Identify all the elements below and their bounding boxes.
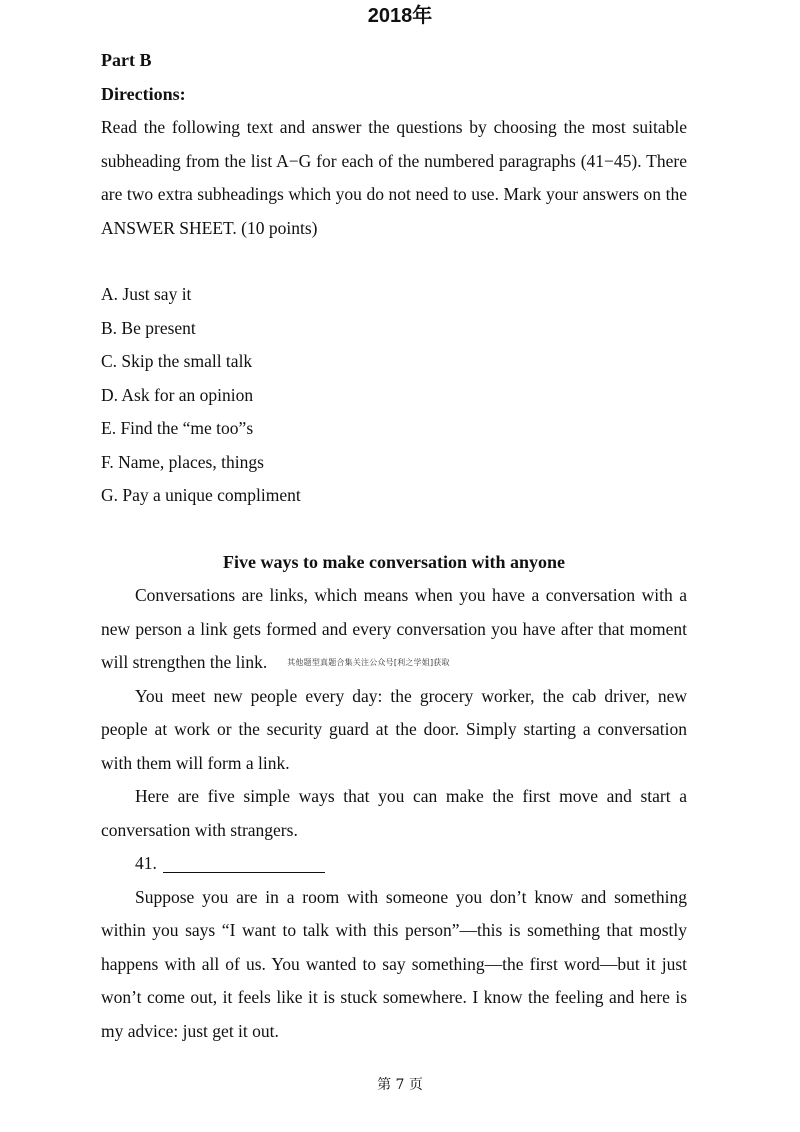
option-b: B. Be present [101,317,196,338]
option-c: C. Skip the small talk [101,351,253,371]
watermark-note: 其他题型真题合集关注公众号[利之学姐]获取 [287,658,450,667]
paragraph-3: Here are five simple ways that you can make the first move and start a conversation with strangers. [101,786,687,840]
directions-heading: Directions: [101,83,186,104]
spacer [101,513,687,546]
page-number: 第 7 页 [377,1077,423,1093]
document-body [101,44,687,1048]
options-list [101,278,687,513]
option-d: D. Ask for an opinion [101,384,254,405]
option-e: E. Find the “me too”s [101,418,254,438]
paragraph-1 [101,579,687,680]
spacer [101,245,687,278]
part-heading: Part B [101,50,152,70]
article-title: Five ways to make conversation with anyone [223,551,565,572]
option-a: A. Just say it [101,284,192,304]
answer-blank [163,852,325,873]
page-title: 2018年 [367,5,433,27]
paragraph-1-text: Conversations are links, which means when you have a conversation with a new person a link gets formed and every conversation you have after that moment will strengthen the link. [101,585,687,672]
paragraph-4: Suppose you are in a room with someone you don’t know and something within you says “I want to talk with this person”—this is something that mostly happens with all of us. You wanted to say something—the first word—but it just won’t come out, it feels like it is stuck somewhere. I know the feeling and here is my advice: just get it out. [101,886,687,1041]
paragraph-2: You meet new people every day: the grocery worker, the cab driver, new people at work or the security guard at the door. Simply starting a conversation with them will form a link. [101,685,687,773]
option-g: G. Pay a unique compliment [101,485,301,505]
directions-text: Read the following text and answer the questions by choosing the most suitable subheading from the list A−G for each of the numbered paragraphs (41−45). There are two extra subheadings which you do not need to use. Mark your answers on the ANSWER SHEET. (10 points) [101,117,687,238]
question-41-number: 41. [135,853,157,873]
option-f: F. Name, places, things [101,451,264,472]
question-41 [101,847,687,881]
